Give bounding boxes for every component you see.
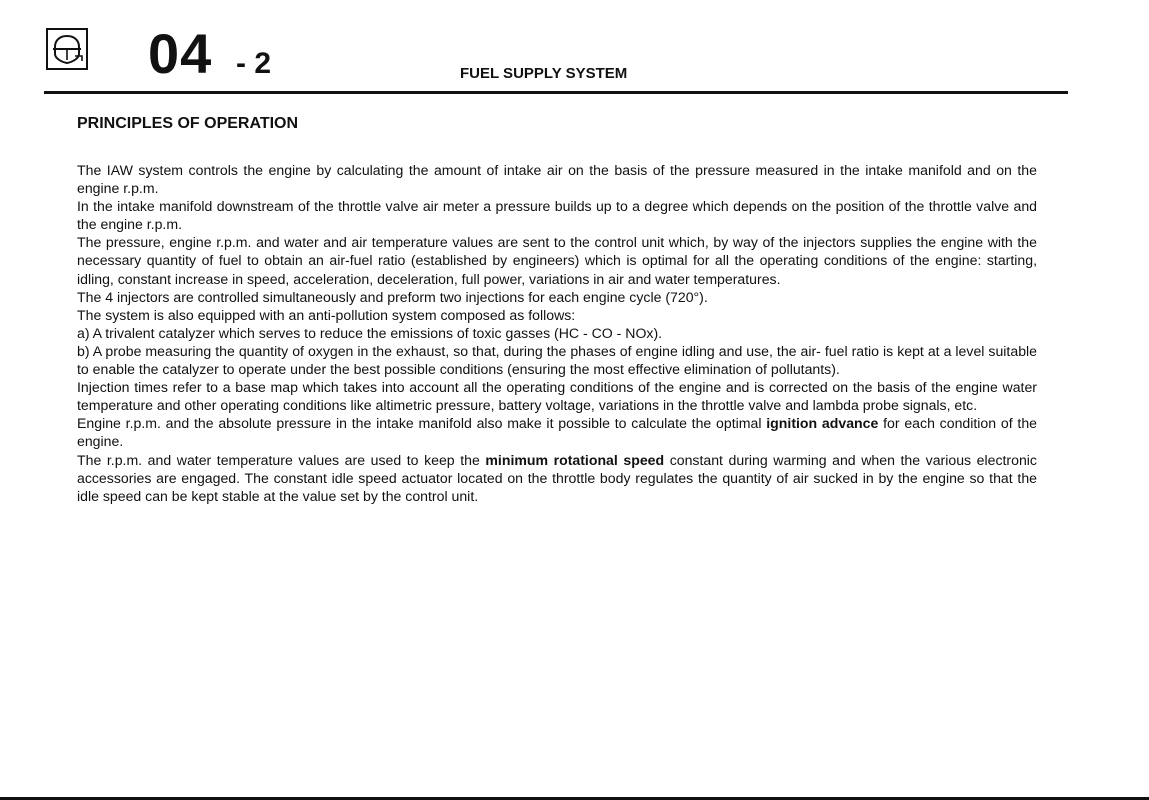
speed-text-after: constant during warming and when the various electronic accessories are engaged. The constant idle speed actuator located on the throttle body regulates the quantity of air sucked in by the engine so that the idle speed can be kept stable at the value set by the control unit. — [77, 451, 1037, 504]
paragraph-intake-air: The IAW system controls the engine by calculating the amount of intake air on the basis of the pressure measured in the intake manifold and on the engine r.p.m. — [77, 162, 1037, 197]
paragraph-control-unit: The pressure, engine r.p.m. and water and air temperature values are sent to the control unit which, by way of the injectors supplies the engine with the necessary quantity of fuel to obtain an air-fuel ratio (established by engineers) which is optimal for all the operating conditions of the engine: starting, idling, constant increase in speed, acceleration, deceleration, full power, variations in air and water temperatures. — [77, 234, 1037, 287]
lancia-shield-logo-icon — [46, 28, 88, 70]
paragraph-injection-times: Injection times refer to a base map which takes into account all the operating conditions of the engine and is corrected on the basis of the engine water temperature and other operating conditions like altimetric pressure, battery voltage, variations in the throttle valve and lambda probe signals, etc. — [77, 379, 1037, 414]
minimum-rotational-speed-term: minimum rotational speed — [485, 451, 665, 468]
page-header — [0, 0, 1149, 100]
chapter-number: 04 — [148, 22, 213, 85]
paragraph-injectors: The 4 injectors are controlled simultaneously and preform two injections for each engine cycle (720°). — [77, 288, 708, 305]
paragraph-manifold-pressure: In the intake manifold downstream of the throttle valve air meter a pressure builds up to a degree which depends on the position of the throttle valve and the engine r.p.m. — [77, 198, 1037, 233]
section-heading: PRINCIPLES OF OPERATION — [77, 115, 299, 132]
ignition-advance-term: ignition advance — [766, 415, 879, 432]
header-divider — [44, 91, 1068, 94]
paragraph-ignition — [77, 414, 1037, 450]
logo-emblem-icon — [48, 30, 86, 68]
list-item-catalyzer: a) A trivalent catalyzer which serves to reduce the emissions of toxic gasses (HC - CO - NOx). — [77, 324, 663, 341]
section-title: FUEL SUPPLY SYSTEM — [460, 65, 628, 82]
page-number: - 2 — [236, 47, 272, 80]
paragraph-anti-pollution: The system is also equipped with an anti-pollution system composed as follows: — [77, 306, 576, 323]
ignition-text-before: Engine r.p.m. and the absolute pressure in the intake manifold also make it possible to calculate the optimal — [77, 415, 767, 432]
speed-text-before: The r.p.m. and water temperature values are used to keep the — [77, 451, 486, 468]
ignition-text-after: for each condition of the engine. — [77, 415, 1038, 450]
paragraph-idle-speed — [77, 451, 1037, 505]
document-body — [77, 114, 1037, 505]
list-item-probe: b) A probe measuring the quantity of oxygen in the exhaust, so that, during the phases of engine idling and use, the air- fuel ratio is kept at a level suitable to enable the catalyzer to operate under the best possible conditions (ensuring the most effective elimination of pollutants). — [77, 342, 1037, 378]
